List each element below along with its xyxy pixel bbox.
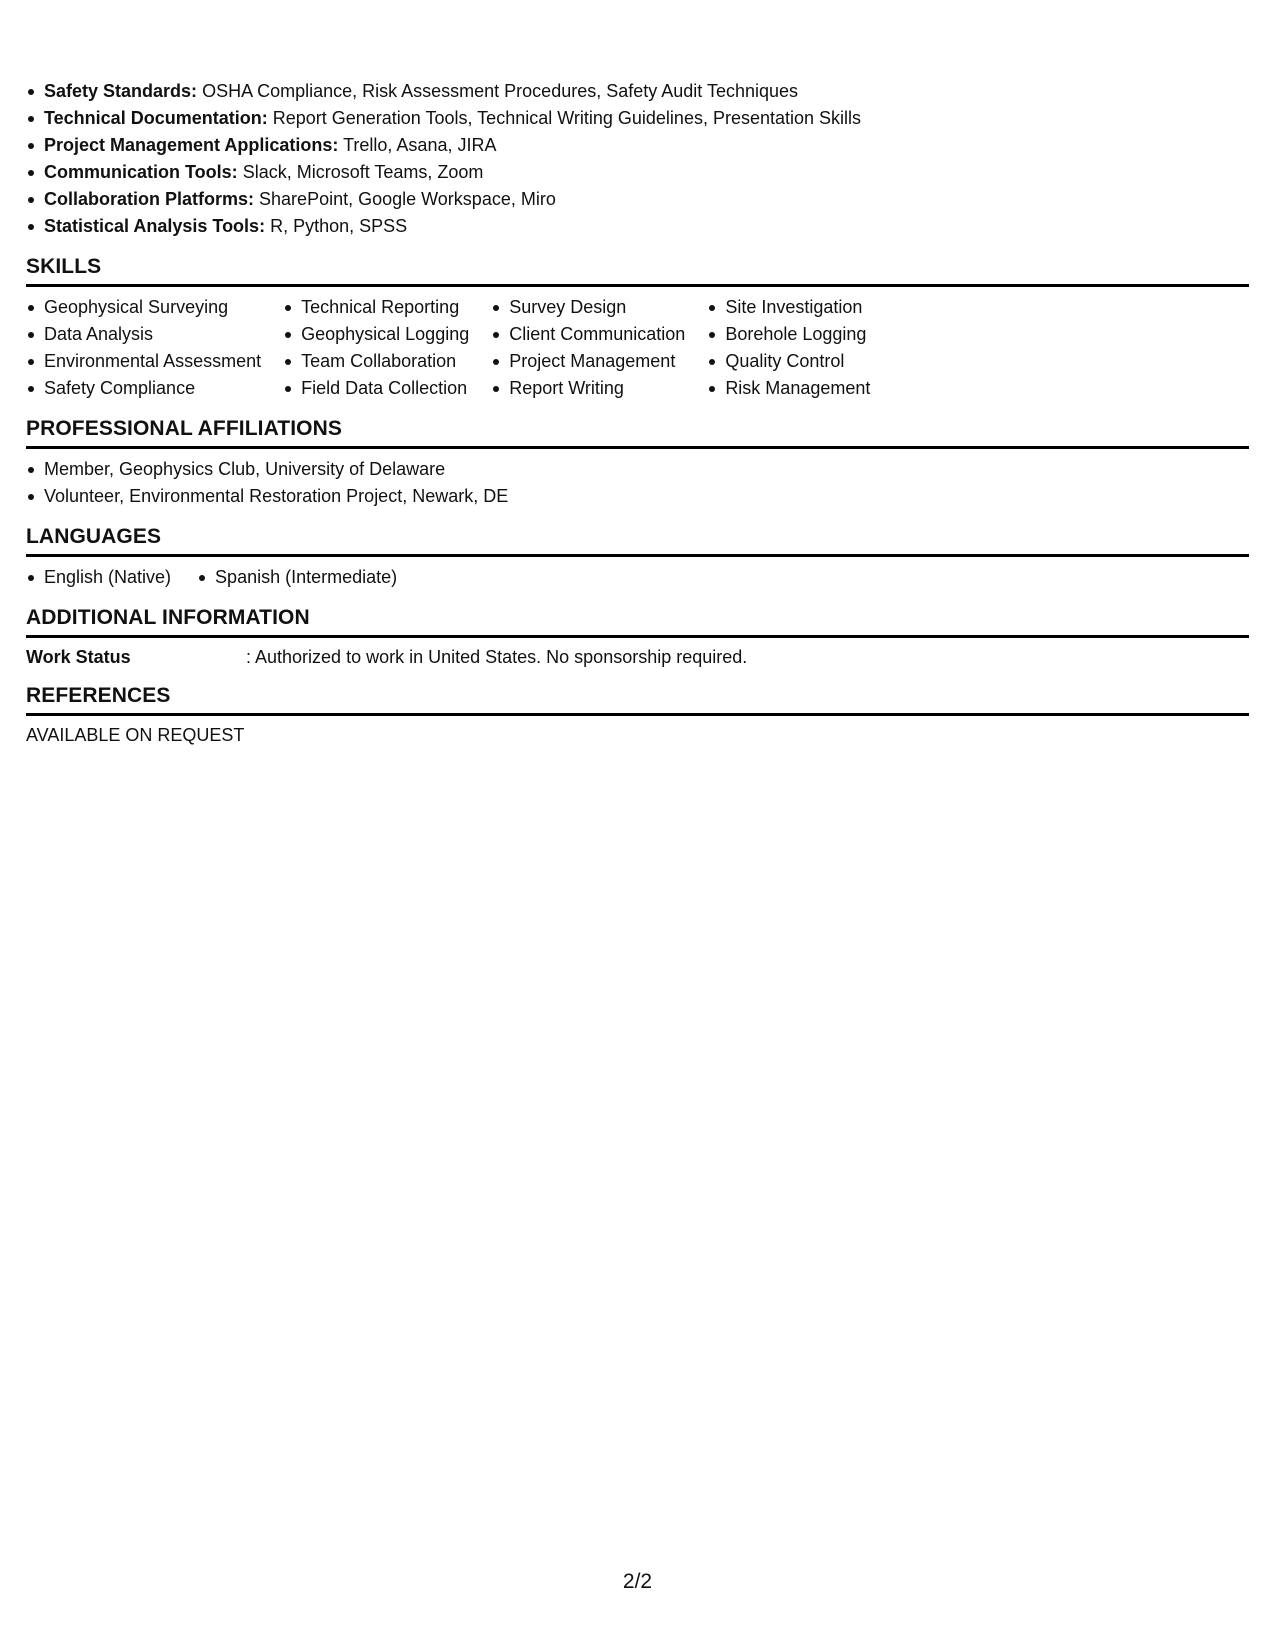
skills-heading: SKILLS <box>26 254 1249 287</box>
page-number: 2/2 <box>622 1570 653 1593</box>
affiliations-list <box>26 456 1249 510</box>
affiliation-item: Volunteer, Environmental Restoration Project, Newark, DE <box>26 483 1249 510</box>
skills-column <box>26 294 283 402</box>
tools-item-value: Report Generation Tools, Technical Writing Guidelines, Presentation Skills <box>272 108 862 128</box>
references-heading: REFERENCES <box>26 683 1249 716</box>
skills-grid <box>26 294 1249 402</box>
skill-item: Data Analysis <box>26 321 261 348</box>
tools-item-label: Collaboration Platforms: <box>44 189 255 209</box>
skills-column <box>283 294 491 402</box>
skill-item: Site Investigation <box>707 294 870 321</box>
skill-item: Team Collaboration <box>283 348 469 375</box>
tools-item <box>26 132 1249 159</box>
languages-heading: LANGUAGES <box>26 524 1249 557</box>
tools-list <box>26 78 1249 240</box>
tools-item <box>26 186 1249 213</box>
skill-item: Borehole Logging <box>707 321 870 348</box>
tools-item <box>26 159 1249 186</box>
work-status-row <box>26 645 1249 669</box>
tools-item-label: Statistical Analysis Tools: <box>44 216 266 236</box>
tools-item-label: Technical Documentation: <box>44 108 268 128</box>
skill-item: Client Communication <box>491 321 685 348</box>
tools-item-value: SharePoint, Google Workspace, Miro <box>259 189 556 209</box>
tools-item-value: R, Python, SPSS <box>270 216 408 236</box>
language-item: English (Native) <box>26 564 171 591</box>
languages-list <box>26 564 1249 591</box>
tools-item-label: Safety Standards: <box>44 81 198 101</box>
tools-item <box>26 78 1249 105</box>
skills-column <box>707 294 892 402</box>
skill-item: Quality Control <box>707 348 870 375</box>
affiliations-heading: PROFESSIONAL AFFILIATIONS <box>26 416 1249 449</box>
skill-item: Environmental Assessment <box>26 348 261 375</box>
references-text: AVAILABLE ON REQUEST <box>26 725 245 745</box>
tools-item-label: Communication Tools: <box>44 162 238 182</box>
additional-info-heading: ADDITIONAL INFORMATION <box>26 605 1249 638</box>
skill-item: Geophysical Surveying <box>26 294 261 321</box>
skill-item: Report Writing <box>491 375 685 402</box>
language-item: Spanish (Intermediate) <box>197 564 397 591</box>
skill-item: Risk Management <box>707 375 870 402</box>
tools-item-label: Project Management Applications: <box>44 135 339 155</box>
affiliation-item: Member, Geophysics Club, University of Delaware <box>26 456 1249 483</box>
skill-item: Survey Design <box>491 294 685 321</box>
resume-content <box>26 78 1249 747</box>
tools-item-value: OSHA Compliance, Risk Assessment Procedures, Safety Audit Techniques <box>202 81 799 101</box>
tools-item <box>26 213 1249 240</box>
skill-item: Project Management <box>491 348 685 375</box>
skill-item: Technical Reporting <box>283 294 469 321</box>
skill-item: Field Data Collection <box>283 375 469 402</box>
work-status-value: : Authorized to work in United States. No sponsorship required. <box>246 647 748 667</box>
skill-item: Safety Compliance <box>26 375 261 402</box>
tools-item-value: Trello, Asana, JIRA <box>343 135 497 155</box>
skills-column <box>491 294 707 402</box>
tools-item <box>26 105 1249 132</box>
skill-item: Geophysical Logging <box>283 321 469 348</box>
tools-item-value: Slack, Microsoft Teams, Zoom <box>242 162 484 182</box>
work-status-label: Work Status <box>26 647 131 667</box>
